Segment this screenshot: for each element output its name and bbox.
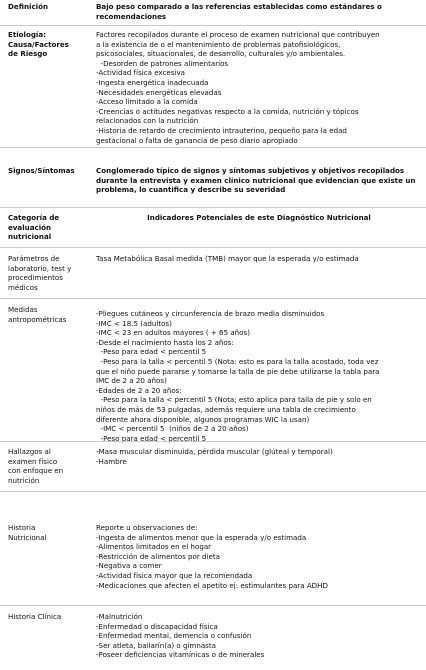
text-line: diferente ahora disponible, algunos programas WIC la usan) xyxy=(96,414,310,424)
historia-nutricional-value xyxy=(96,523,422,590)
text-line: -Medicaciones que afecten el apetito ej: estimulantes para ADHD xyxy=(96,580,328,590)
text-line: -Edades de 2 a 20 años: xyxy=(96,385,182,395)
text-line: -Poseer deficiencias vitamínicas o de minerales xyxy=(96,650,265,660)
row-divider xyxy=(0,491,426,492)
text-line: Conglomerado típico de signos y síntomas subjetivos y objetivos recopilados xyxy=(96,166,405,175)
text-line: recomendaciones xyxy=(96,11,167,21)
historia-clinica-value xyxy=(96,612,422,660)
text-line: a la existencia de o el mantenimiento de problemas patofisiológicos, xyxy=(96,39,341,49)
text-line: -Historia de retardo de crecimiento intrauterino, pequeño para la edad xyxy=(96,125,347,135)
etiologia-label: Etiología: Causa/Factores de Riesgo xyxy=(8,30,69,59)
text-line: -Pliegues cutáneos y circunferencia de brazo media disminuidos xyxy=(96,309,325,318)
text-line: Tasa Metabólica Basal medida (TMB) mayor que la esperada y/o estimada xyxy=(96,254,359,263)
medidas-label: Medidas antropométricas xyxy=(8,305,67,324)
text-line: gestacional o falta de ganancia de peso diario apropiado xyxy=(96,135,298,145)
parametros-value xyxy=(96,254,422,264)
text-line: psicosociales, situacionales, de desarrollo, culturales y/o ambientales. xyxy=(96,49,346,59)
text-line: -IMC < 18.5 (adultos) xyxy=(96,318,172,328)
row-divider xyxy=(0,298,426,299)
text-line: durante la entrevista y examen clínico nutricional que evidencian que existe un xyxy=(96,175,416,185)
text-line: relacionados con la nutrición xyxy=(96,116,199,126)
text-line: -Restricción de alimentos por dieta xyxy=(96,551,220,561)
text-line: Factores recopilados durante el proceso de examen nutricional que contribuyen xyxy=(96,30,380,39)
hallazgos-value xyxy=(96,447,422,466)
row-divider xyxy=(0,147,426,148)
text-line: -Enfermedad o discapacidad física xyxy=(96,621,218,631)
definicion-value xyxy=(96,2,422,21)
historia-clinica-label: Historia Clínica xyxy=(8,612,62,621)
text-line: -Masa muscular disminuida, pérdida muscular (glúteal y temporal) xyxy=(96,447,333,456)
etiologia-value xyxy=(96,30,422,145)
row-divider xyxy=(0,441,426,442)
categoria-heading: Indicadores Potenciales de este Diagnóstico Nutricional xyxy=(147,213,371,222)
text-line: -Ingesta de alimentos menor que la esperada y/o estimada xyxy=(96,532,307,542)
text-line: -Ser atleta, bailarín(a) o gimnasta xyxy=(96,640,217,650)
text-line: -Peso para edad < percentil 5 xyxy=(96,433,207,443)
text-line: -Negativa a comer xyxy=(96,561,162,571)
text-line: que el niño puede pararse y tomarse la talla de pie debe utilizarse la tabla para xyxy=(96,366,380,376)
text-line: -Ingesta energética inadecuada xyxy=(96,77,209,87)
text-line: Reporte u observaciones de: xyxy=(96,523,198,532)
historia-nutricional-label: Historia Nutricional xyxy=(8,523,47,542)
signos-label: Signos/Síntomas xyxy=(8,166,75,175)
signos-value xyxy=(96,166,422,195)
text-line: niños de más de 53 pulgadas, además requiere una tabla de crecimiento xyxy=(96,404,356,414)
text-line: -Alimentos limitados en el hogar xyxy=(96,542,212,552)
text-line: -Desorden de patrones alimentarios xyxy=(96,58,229,68)
text-line: -Necesidades energéticas elevadas xyxy=(96,87,222,97)
parametros-label: Parámetros de laboratorio, test y procedimientos médicos xyxy=(8,254,72,292)
row-divider xyxy=(0,605,426,606)
text-line: -Peso para la talla < percentil 5 (Nota: esto es para la talla acostado, toda vez xyxy=(96,356,379,366)
text-line: -IMC < percentil 5 (niños de 2 a 20 años) xyxy=(96,424,249,434)
text-line: -IMC < 23 en adultos mayores ( + 65 años) xyxy=(96,328,250,338)
text-line: -Enfermedad mental, demencia o confusión xyxy=(96,631,252,641)
text-line: -Malnutrición xyxy=(96,612,143,621)
text-line: problema, lo cuantifica y describe su severidad xyxy=(96,185,286,195)
text-line: -Actividad física excesiva xyxy=(96,68,185,78)
text-line: -Hambre xyxy=(96,456,127,466)
row-divider xyxy=(0,207,426,208)
text-line: -Peso para la talla < percentil 5 (Nota; esto aplica para talla de pie y solo en xyxy=(96,395,372,405)
definicion-label: Definición xyxy=(8,2,48,11)
hallazgos-label: Hallazgos al examen físico con enfoque en nutrición xyxy=(8,447,64,485)
text-line: -Acceso limitado a la comida xyxy=(96,97,198,107)
categoria-label: Categoría de evaluación nutricional xyxy=(8,213,60,242)
text-line: -Actividad física mayor que la recomendada xyxy=(96,570,253,580)
text-line: -Desde el nacimiento hasta los 2 años: xyxy=(96,337,234,347)
text-line: -Peso para edad < percentil 5 xyxy=(96,347,207,357)
medidas-value xyxy=(96,309,422,443)
text-line: IMC de 2 a 20 años) xyxy=(96,376,167,386)
row-divider xyxy=(0,247,426,248)
row-divider xyxy=(0,25,426,26)
text-line: Bajo peso comparado a las referencias establecidas como estándares o xyxy=(96,2,382,11)
text-line: -Creencias o actitudes negativas respecto a la comida, nutrición y tópicos xyxy=(96,106,359,116)
